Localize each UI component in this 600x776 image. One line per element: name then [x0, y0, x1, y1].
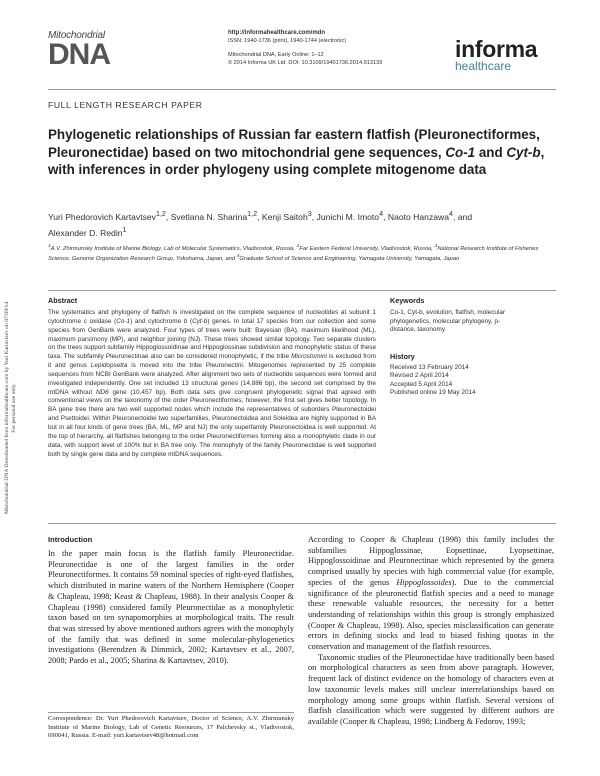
- abstract-italic: b: [183, 317, 188, 325]
- keywords-text: Co-1, Cyt-b, evolution, flatfish, molecular phylogenetics, molecular phylogeny, p-distance, taxonomy: [390, 309, 506, 334]
- publisher-logo: [455, 38, 555, 72]
- abstract-italic: Co-1: [116, 317, 131, 325]
- citation: Mitochondrial DNA, Early Online: 1–12: [228, 52, 324, 58]
- download-notice-line1: Mitochondrial DNA Downloaded from informahealthcare.com by Yuri Kartavtsev on 07/09/14: [4, 301, 10, 515]
- keywords-heading: Keywords: [390, 296, 425, 305]
- author: Yuri Phedorovich Kartavtsev: [48, 211, 156, 222]
- abstract-text: ) and cytochrome: [130, 317, 184, 325]
- author-affiliation-mark: 4: [449, 210, 453, 218]
- article-type: FULL LENGTH RESEARCH PAPER: [48, 100, 203, 110]
- affiliation: A.V. Zhirmunsky Institute of Marine Biology, Lab of Molecular Systematics, Vladivostok, Russia,: [50, 245, 297, 252]
- author-affiliation-mark: 3: [307, 210, 312, 218]
- paper-title: [48, 126, 558, 179]
- author-affiliation-mark: 1,2: [155, 210, 166, 218]
- title-part1: Phylogenetic relationships of Russian far eastern flatfish (Pleuronectiformes, Pleuronectidae) based on two mitochondrial gene sequences,: [48, 127, 540, 160]
- footnote-divider: [48, 712, 294, 713]
- correspondence-note: Correspondence: Dr. Yuri Phedorovich Kartavtsev, Doctor of Science, A.V. Zhirmunsky Institute of Marine Biology, Lab of Genetic Resources, 17 Palchevsky st., Vladivostok, 690041, Russia. E-mail: yuri.kartavtsev48@hotmail.com: [48, 715, 294, 740]
- journal-url[interactable]: http://informahealthcare.com/mdn: [228, 30, 326, 36]
- affiliation-mark: 4: [236, 254, 240, 260]
- publisher-sub: healthcare: [455, 59, 512, 73]
- abstract-italic: Cyt-b: [192, 317, 208, 325]
- header-info: [228, 29, 428, 67]
- author-affiliation-mark: 4: [379, 210, 384, 218]
- download-notice: [2, 200, 20, 620]
- author-and: and: [457, 211, 473, 222]
- affiliation-mark: 3: [434, 244, 438, 249]
- section-divider: [48, 290, 556, 291]
- title-and: and: [475, 144, 507, 160]
- history-list: [390, 364, 540, 398]
- publisher-name: informa: [455, 36, 538, 62]
- author: Junichi M. Imoto: [316, 211, 380, 222]
- affiliation-mark: 1: [48, 244, 51, 249]
- journal-logo-line1: Mitochondrial: [48, 30, 105, 41]
- body-column-right: [308, 535, 554, 728]
- history-heading: History: [390, 352, 415, 361]
- author-affiliation-mark: 1,2: [247, 210, 258, 218]
- abstract-text: is moved into the tribe Pleuronectini. Mitogenomes represented by 25 complete sequences from NCBI GenBank were analyzed. After alignment two sets of nucleotide sequences were formed and investigated independently. One set included 13 structural genes (14,886 bp), the second set comprised by the mtDNA without: [48, 362, 376, 396]
- author: Alexander D. Redin: [48, 227, 123, 238]
- title-gene1: Co-1: [445, 144, 476, 160]
- abstract-italic: Lepidopsetta: [90, 362, 128, 370]
- history-item: Received 13 February 2014: [390, 364, 469, 371]
- affiliation: Graduate School of Science and Engineering, Yamagata University, Yamagata, Japan: [239, 256, 460, 263]
- copyright-doi: © 2014 Informa UK Ltd. DOI: 10.3109/19401736.2014.913139: [228, 60, 383, 66]
- abstract-body: [48, 309, 376, 459]
- header-divider: [48, 89, 556, 90]
- author: Svetlana N. Sharina: [170, 211, 248, 222]
- abstract-text: is excluded from it and genus: [48, 353, 376, 370]
- intro-text: ). Due to the commercial significance of the pleuronectid flatfish species and a need to manage these renewable valuable resources, the necessity for a better understanding of relationships within this group is strongly emphasized (Cooper & Chapleau, 1998). Also, species misclassification can generate errors in defining stocks and lead to biased fishing quotas in the conservation and management of the flatfish resources.: [308, 577, 554, 652]
- intro-paragraph: In the paper main focus is the flatfish family Pleuronectidae. Pleuronectidae is one of the largest families in the order Pleuronectiformes. It contains 59 nominal species of right-eyed flatfishes, which distributed in marine waters of the Northern Hemisphere (Cooper & Chapleau, 1998; Keast & Chapleau, 1988). In their analysis Cooper & Chapleau (1998) considered family Pleuronectidae as a monophyletic taxon based on ten synapomorphies at morphological traits. The result that was stressed by above mentioned authors agrees with the monophyly of the family that was defined in some molecular-phylogenetics investigations (Berendzen & Dimmick, 2002; Kartavtsev et al., 2007, 2008; Pardo et al., 2005; Sharina & Kartavtsev, 2010).: [48, 549, 294, 666]
- history-item: Revised 2 April 2014: [390, 372, 449, 380]
- journal-logo-line2: DNA: [48, 38, 110, 71]
- author: Naoto Hanzawa: [387, 211, 450, 222]
- history-item: Accepted 5 April 2014: [390, 380, 453, 388]
- abstract-text: The systematics and phylogeny of flatfish is investigated on the complete sequence of nucleotides at subunit 1 cytochrome c oxidase (: [48, 309, 376, 325]
- download-notice-line2: For personal use only.: [11, 383, 17, 433]
- abstract-divider: [48, 523, 556, 524]
- body-column-left: [48, 549, 294, 667]
- intro-text: According to Cooper & Chapleau (1998) this family includes the subfamilies Hippoglossinae, Eopsettinae, Lyopsettinae, Hippoglossoidinae and Pleuronectinae which represented by the genera comprised usually by species with high commercial value (for example, species of the genus: [308, 535, 554, 587]
- introduction-heading: Introduction: [48, 535, 93, 544]
- author-affiliation-mark: 1: [122, 225, 127, 234]
- history-item: Published online 19 May 2014: [390, 389, 476, 397]
- affiliation-mark: 2: [296, 244, 300, 249]
- abstract-heading: Abstract: [48, 296, 78, 305]
- intro-paragraph: [308, 535, 554, 653]
- affiliations: [48, 243, 558, 264]
- journal-logo: [48, 30, 118, 74]
- intro-paragraph: Taxonomic studies of the Pleuronectidae have traditionally been based on morphological characters as seen from above paragraph. However, frequent lack of distinct evidence on the homology of characters even at low taxonomic levels makes still unclear interrelationships based on morphology among some groups within flatfish. Several versions of flatfish classification which were suggested by different authors are available (Cooper & Chapleau, 1998; Lindberg & Fedorov, 1993;: [308, 652, 554, 726]
- author-list: Yuri Phedorovich Kartavtsev$^{1,2}$, Svetlana N. Sharina$^{1,2}$, Kenji Saitoh$^3$, Junichi M. Imoto$^4$, Naoto Hanzawa$^4$, and Alexander D. Redin$^1$: [48, 210, 473, 238]
- abstract-text: ) genes. In total 17 species from our collection and some species from GenBank were analyzed. Four types of trees were built: Bayesian (BA), maximum likelihood (ML), maximum parsimony (MP), and neighbor joining (NJ). These trees showed similar topology. Two separate clusters on the trees support subfamily Hippoglossoidinae and Hippoglossinae subdivision and monophyletic status of these taxa. The subfamily Pleuronectinae also can be considered monophyletic, if the tribe: [48, 317, 376, 361]
- issn: ISSN: 1940-1736 (print), 1940-1744 (electronic): [228, 38, 347, 44]
- affiliation: National Research Institute of Fisheries Science, Genome Organization Research Group, Yokohama, Japan, and: [48, 245, 539, 263]
- abstract-text: gene (10,457 bp). Both data sets give congruent phylogenetic signal that agreed with conventional views on the taxonomy of the order Pleuronectiformes; however, the first set gives better topology. In BA gene tree there are two well supported nodes which include the representatives of suborders Pleuronectoidei and Psettoidei. Within Pleuronectoidei two superfamilies, Pleuronectoidea and Soleidea are highly supported in BA but in all four kinds of gene trees (BA, ML, MP and NJ) the only superfamily Pleuronectoidea is well supported. At the top of hierarchy, all flatfishes belonging to the order Pleuronectiformes forming also a monophyletic clade in our data, with support level of 100% but in BA tree only. The monophyly of the family Pleuronectidae is well supported both by single gene data and by complete mtDNA sequences.: [48, 388, 376, 458]
- author: Kenji Saitoh: [261, 211, 308, 222]
- title-part2: , with inferences in order phylogeny using complete mitogenome data: [48, 144, 545, 178]
- abstract-text: (: [187, 317, 193, 325]
- intro-italic: Hippoglossoides: [396, 577, 452, 587]
- abstract-italic: Microstomini: [291, 353, 327, 361]
- abstract-italic: ND6: [95, 388, 109, 396]
- affiliation: Far Eastern Federal University, Vladivostok, Russia,: [299, 245, 435, 252]
- title-gene2: Cyt-b: [506, 144, 541, 160]
